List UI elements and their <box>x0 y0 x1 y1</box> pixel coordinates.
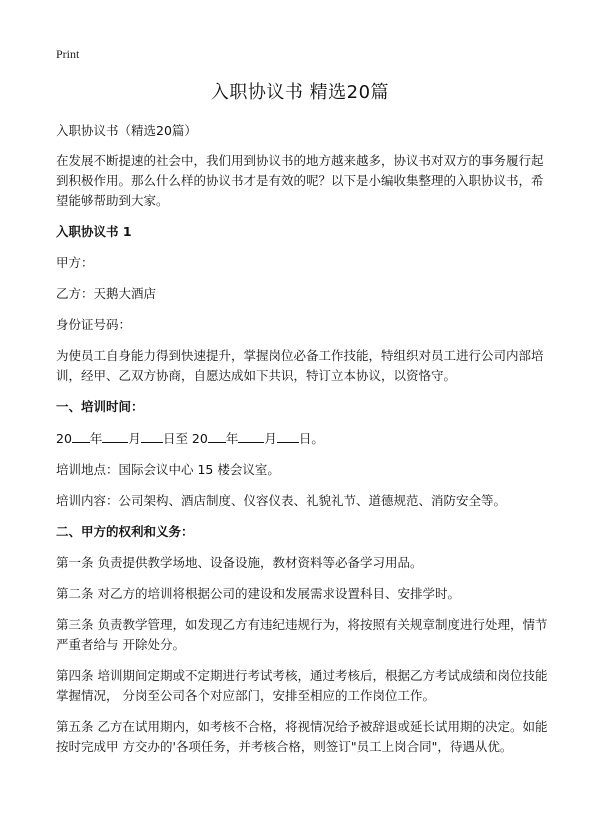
document-title: 入职协议书 精选20篇 <box>210 82 390 103</box>
month-blank <box>102 428 128 443</box>
month2-blank <box>238 428 264 443</box>
training-date-line <box>56 428 550 449</box>
article-5: 第五条 乙方在试用期内，如考核不合格，将视情况给予被辞退或延长试用期的决定。如能按时完成甲 方交办的'各项任务，并考核合格，则签订"员工上岗合同"，待遇从优。 <box>56 719 548 754</box>
month-label: 月 <box>128 431 141 446</box>
day-to-label: 日至 20 <box>162 431 208 446</box>
day2-blank <box>277 428 299 443</box>
article-3: 第三条 负责教学管理，如发现乙方有违纪违规行为，将按照有关规章制度进行处理，情节严重者给与 开除处分。 <box>56 617 548 652</box>
training-content-line: 培训内容：公司架构、酒店制度、仪容仪表、礼貌礼节、道德规范、消防安全等。 <box>56 493 507 508</box>
month2-label: 月 <box>264 431 277 446</box>
print-link[interactable]: Print <box>56 47 80 61</box>
purpose-paragraph: 为使员工自身能力得到快速提升，掌握岗位必备工作技能，特组织对员工进行公司内部培训，经甲、乙双方协商，自愿达成如下共识，特订立本协议，以资恪守。 <box>56 348 544 383</box>
agreement-heading: 入职协议书 1 <box>56 224 132 239</box>
party-a-line: 甲方： <box>56 255 94 270</box>
year-blank <box>72 428 90 443</box>
party-b-line: 乙方：天鹅大酒店 <box>56 286 157 301</box>
document-subtitle: 入职协议书（精选20篇） <box>56 123 197 138</box>
section1-heading: 一、培训时间： <box>56 399 144 414</box>
training-location-line: 培训地点：国际会议中心 15 楼会议室。 <box>56 462 280 477</box>
id-number-line: 身份证号码： <box>56 317 132 332</box>
document-body <box>56 121 550 768</box>
article-2: 第二条 对乙方的培训将根据公司的建设和发展需求设置科目、安排学时。 <box>56 586 460 601</box>
year-label: 年 <box>89 431 103 446</box>
day2-label: 日。 <box>298 431 324 446</box>
day-blank <box>141 428 163 443</box>
intro-paragraph: 在发展不断提速的社会中，我们用到协议书的地方越来越多，协议书对双方的事务履行起到积极作用。那么什么样的协议书才是有效的呢？以下是小编收集整理的入职协议书，希望能够帮助到大家。 <box>56 153 544 208</box>
article-1: 第一条 负责提供教学场地、设备设施，教材资料等必备学习用品。 <box>56 555 423 570</box>
year2-blank <box>208 428 226 443</box>
article-4: 第四条 培训期间定期或不定期进行考试考核，通过考核后，根据乙方考试成绩和岗位技能掌握情况， 分岗至公司各个对应部门，安排至相应的工作岗位工作。 <box>56 668 548 703</box>
year2-label: 年 <box>225 431 239 446</box>
date-prefix: 20 <box>56 431 72 446</box>
section2-heading: 二、甲方的权利和义务： <box>56 524 194 539</box>
